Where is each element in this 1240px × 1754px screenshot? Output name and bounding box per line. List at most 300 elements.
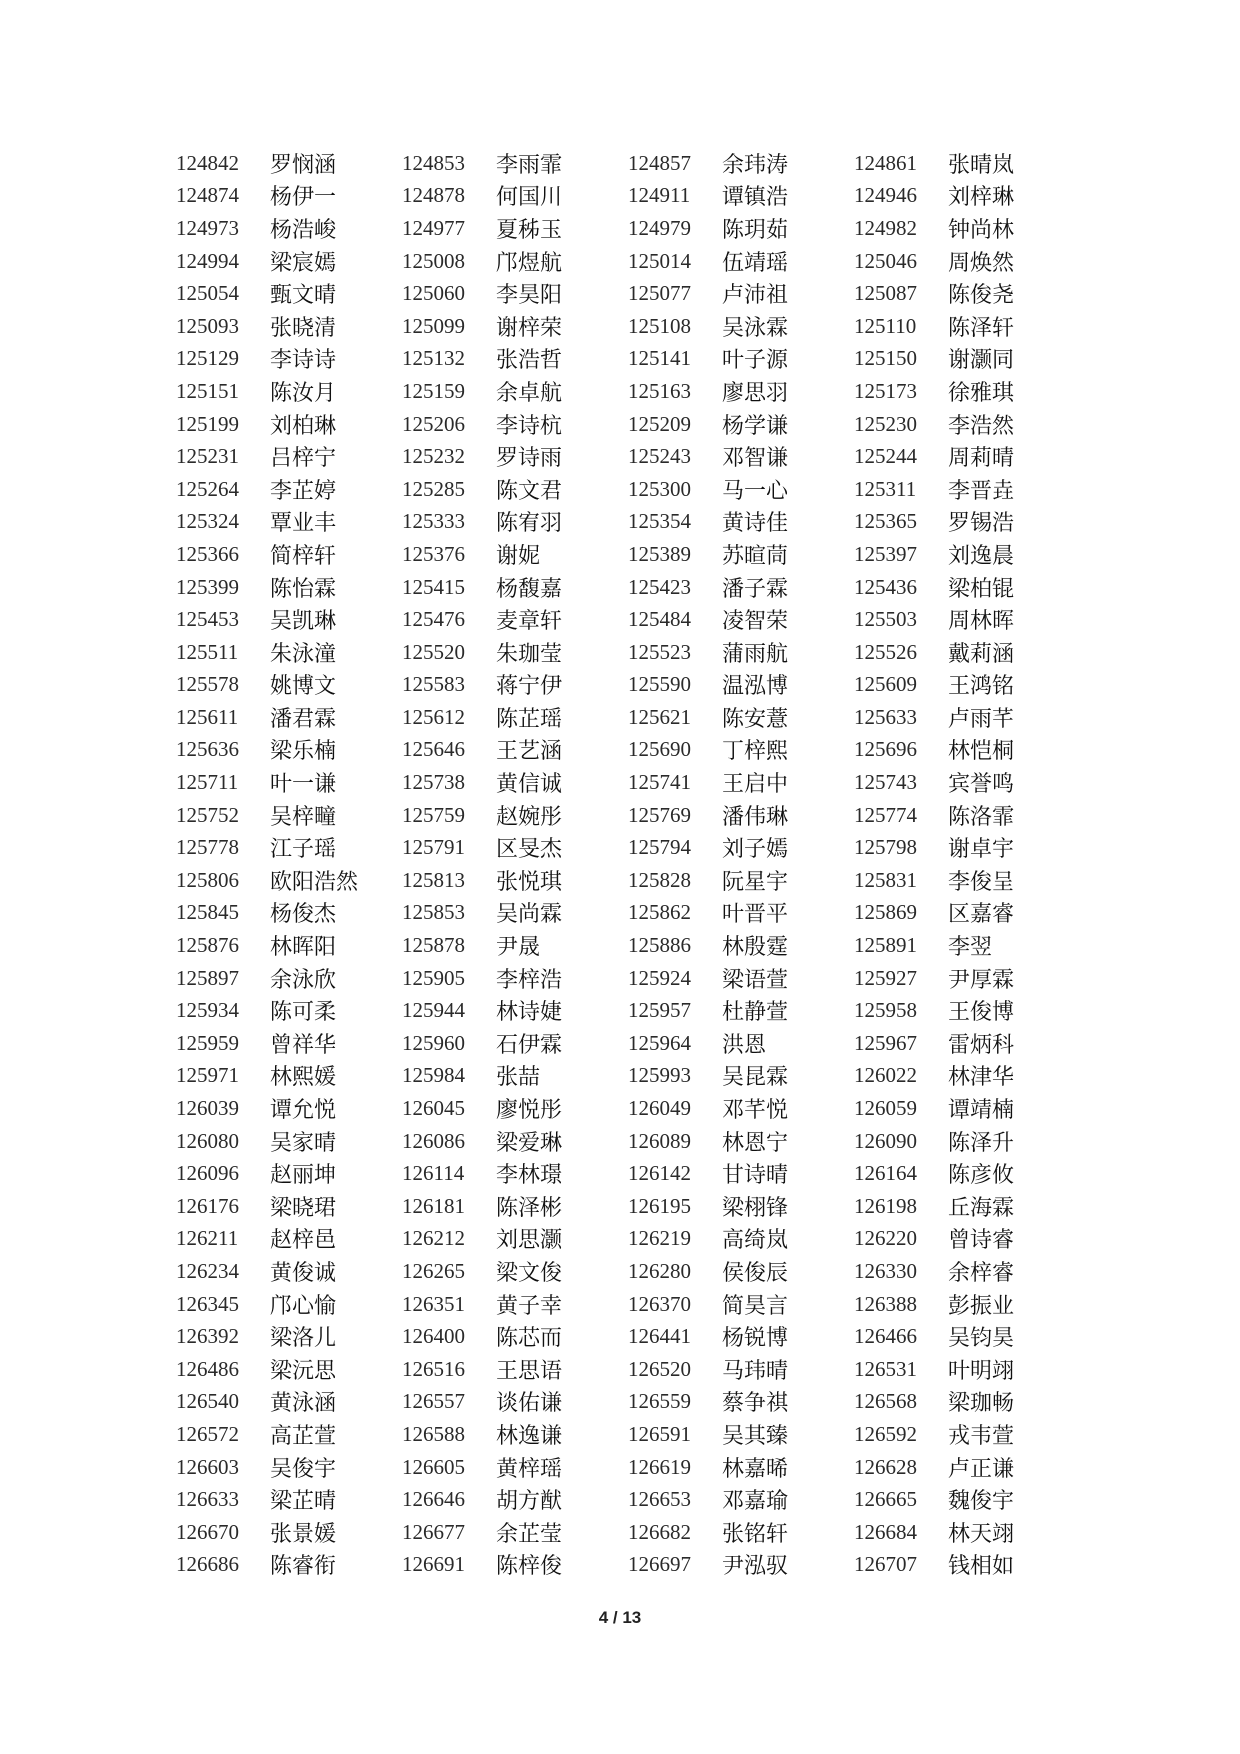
student-name: 吴泳霖 — [722, 315, 789, 341]
student-id: 124979 — [628, 215, 691, 240]
roster-entry — [176, 1549, 402, 1580]
student-id: 125264 — [176, 476, 239, 501]
roster-row — [176, 1516, 1036, 1549]
student-id: 125778 — [176, 835, 239, 860]
roster-entry — [402, 865, 628, 896]
roster-row — [176, 636, 1036, 669]
student-id: 125231 — [176, 444, 239, 469]
student-name: 吴俊宇 — [270, 1456, 337, 1482]
roster-entry — [176, 1354, 402, 1385]
student-name: 潘伟琳 — [722, 804, 789, 830]
student-id: 124874 — [176, 183, 239, 208]
roster-entry — [628, 930, 854, 961]
student-name: 谭靖楠 — [948, 1098, 1015, 1124]
student-id: 126531 — [854, 1356, 917, 1381]
student-id: 126388 — [854, 1291, 917, 1316]
roster-entry — [628, 1191, 854, 1222]
student-id: 125244 — [854, 444, 917, 469]
student-name: 张喆 — [496, 1065, 541, 1091]
roster-entry — [176, 506, 402, 537]
roster-entry — [402, 441, 628, 472]
roster-entry — [628, 1386, 854, 1417]
student-name: 蒋宁伊 — [496, 674, 563, 700]
roster-entry — [402, 1028, 628, 1059]
roster-entry — [628, 637, 854, 668]
roster-entry — [854, 180, 1036, 211]
roster-row — [176, 1549, 1036, 1582]
roster-entry — [854, 1321, 1036, 1352]
roster-entry — [854, 669, 1036, 700]
roster-entry — [628, 1549, 854, 1580]
student-id: 125944 — [402, 998, 465, 1023]
student-name: 雷炳科 — [948, 1032, 1015, 1058]
student-id: 125609 — [854, 672, 917, 697]
roster-entry — [176, 1093, 402, 1124]
student-name: 陈泽升 — [948, 1130, 1015, 1156]
student-id: 125967 — [854, 1030, 917, 1055]
student-name: 余泳欣 — [270, 967, 337, 993]
student-id: 126619 — [628, 1454, 691, 1479]
student-name: 夏秭玉 — [496, 217, 563, 243]
student-name: 邓芊悦 — [722, 1098, 789, 1124]
roster-entry — [628, 180, 854, 211]
student-id: 126022 — [854, 1063, 917, 1088]
student-name: 廖思羽 — [722, 380, 789, 406]
student-id: 126059 — [854, 1096, 917, 1121]
student-id: 126633 — [176, 1487, 239, 1512]
student-name: 简梓轩 — [270, 543, 337, 569]
roster-row — [176, 310, 1036, 343]
roster-entry — [176, 865, 402, 896]
roster-entry — [628, 767, 854, 798]
student-id: 125633 — [854, 704, 917, 729]
roster-entry — [402, 148, 628, 179]
roster-entry — [854, 572, 1036, 603]
roster-entry — [628, 1452, 854, 1483]
student-id: 125958 — [854, 998, 917, 1023]
roster-entry — [402, 1256, 628, 1287]
roster-entry — [628, 572, 854, 603]
student-name: 江子瑶 — [270, 837, 337, 863]
roster-entry — [176, 1452, 402, 1483]
student-id: 125285 — [402, 476, 465, 501]
student-id: 125110 — [854, 313, 917, 338]
student-id: 126466 — [854, 1324, 917, 1349]
roster-entry — [402, 572, 628, 603]
student-id: 125862 — [628, 900, 691, 925]
roster-entry — [854, 1191, 1036, 1222]
roster-entry — [402, 800, 628, 831]
student-name: 尹晟 — [496, 935, 541, 961]
student-id: 125173 — [854, 378, 917, 403]
roster-entry — [176, 1223, 402, 1254]
student-name: 王艺涵 — [496, 739, 563, 765]
student-id: 126603 — [176, 1454, 239, 1479]
student-id: 125806 — [176, 867, 239, 892]
student-id: 126557 — [402, 1389, 465, 1414]
roster-entry — [628, 506, 854, 537]
student-name: 叶一谦 — [270, 772, 337, 798]
student-id: 125159 — [402, 378, 465, 403]
roster-entry — [628, 474, 854, 505]
roster-entry — [628, 409, 854, 440]
student-name: 林津华 — [948, 1065, 1015, 1091]
student-id: 125099 — [402, 313, 465, 338]
student-id: 125423 — [628, 574, 691, 599]
student-id: 126234 — [176, 1258, 239, 1283]
student-name: 吴家晴 — [270, 1130, 337, 1156]
student-name: 刘思灏 — [496, 1228, 563, 1254]
roster-entry — [402, 376, 628, 407]
roster-entry — [176, 474, 402, 505]
roster-entry — [628, 604, 854, 635]
roster-row — [176, 603, 1036, 636]
student-id: 126691 — [402, 1552, 465, 1577]
student-id: 126486 — [176, 1356, 239, 1381]
student-id: 125476 — [402, 607, 465, 632]
student-id: 125399 — [176, 574, 239, 599]
student-id: 125230 — [854, 411, 917, 436]
student-name: 徐雅琪 — [948, 380, 1015, 406]
student-name: 陈安薏 — [722, 706, 789, 732]
student-name: 王鸿铭 — [948, 674, 1015, 700]
student-id: 125794 — [628, 835, 691, 860]
student-name: 吴凯琳 — [270, 609, 337, 635]
roster-entry — [176, 1484, 402, 1515]
roster-row — [176, 506, 1036, 539]
student-id: 125886 — [628, 933, 691, 958]
roster-entry — [854, 376, 1036, 407]
roster-entry — [854, 637, 1036, 668]
student-name: 吴梓疃 — [270, 804, 337, 830]
student-id: 124973 — [176, 215, 239, 240]
roster-entry — [402, 539, 628, 570]
student-id: 126080 — [176, 1128, 239, 1153]
roster-row — [176, 1386, 1036, 1419]
roster-entry — [628, 1223, 854, 1254]
student-name: 梁乐楠 — [270, 739, 337, 765]
roster-row — [176, 375, 1036, 408]
student-name: 陈泽彬 — [496, 1195, 563, 1221]
roster-entry — [402, 1060, 628, 1091]
student-id: 125813 — [402, 867, 465, 892]
student-name: 陈彦攸 — [948, 1163, 1015, 1189]
student-name: 陈怡霖 — [270, 576, 337, 602]
student-name: 卢雨芊 — [948, 706, 1015, 732]
student-id: 126195 — [628, 1193, 691, 1218]
roster-entry — [402, 702, 628, 733]
student-name: 周林晖 — [948, 609, 1015, 635]
roster-row — [176, 571, 1036, 604]
student-name: 罗悯涵 — [270, 152, 337, 178]
roster-row — [176, 734, 1036, 767]
student-name: 谭允悦 — [270, 1098, 337, 1124]
roster-entry — [854, 1289, 1036, 1320]
student-name: 张铭轩 — [722, 1521, 789, 1547]
student-id: 125453 — [176, 607, 239, 632]
roster-entry — [402, 1126, 628, 1157]
student-id: 125696 — [854, 737, 917, 762]
student-id: 124878 — [402, 183, 465, 208]
roster-entry — [854, 1223, 1036, 1254]
student-id: 126176 — [176, 1193, 239, 1218]
student-name: 曾祥华 — [270, 1032, 337, 1058]
student-name: 李林璟 — [496, 1163, 563, 1189]
roster-entry — [402, 180, 628, 211]
student-name: 赵梓邑 — [270, 1228, 337, 1254]
roster-entry — [628, 343, 854, 374]
roster-entry — [176, 1158, 402, 1189]
student-id: 126330 — [854, 1258, 917, 1283]
roster-entry — [176, 800, 402, 831]
student-name: 钟尚林 — [948, 217, 1015, 243]
roster-entry — [854, 963, 1036, 994]
roster-entry — [854, 474, 1036, 505]
roster-entry — [402, 669, 628, 700]
student-name: 黄子幸 — [496, 1293, 563, 1319]
roster-entry — [402, 832, 628, 863]
roster-entry — [854, 1060, 1036, 1091]
student-id: 125828 — [628, 867, 691, 892]
student-id: 125583 — [402, 672, 465, 697]
student-id: 125311 — [854, 476, 917, 501]
student-id: 126198 — [854, 1193, 917, 1218]
roster-entry — [628, 897, 854, 928]
student-id: 125876 — [176, 933, 239, 958]
roster-entry — [854, 148, 1036, 179]
student-id: 124911 — [628, 183, 691, 208]
student-id: 126591 — [628, 1421, 691, 1446]
roster-row — [176, 245, 1036, 278]
student-id: 125891 — [854, 933, 917, 958]
student-name: 潘君霖 — [270, 706, 337, 732]
roster-row — [176, 343, 1036, 376]
student-id: 124842 — [176, 150, 239, 175]
student-name: 赵婉彤 — [496, 804, 563, 830]
student-name: 余卓航 — [496, 380, 563, 406]
roster-row — [176, 701, 1036, 734]
student-id: 124994 — [176, 248, 239, 273]
student-name: 梁语萱 — [722, 967, 789, 993]
roster-entry — [628, 1158, 854, 1189]
student-id: 125150 — [854, 346, 917, 371]
roster-row — [176, 864, 1036, 897]
student-name: 李芷婷 — [270, 478, 337, 504]
student-id: 125060 — [402, 281, 465, 306]
roster-entry — [854, 246, 1036, 277]
student-name: 王思语 — [496, 1358, 563, 1384]
roster-row — [176, 1288, 1036, 1321]
student-name: 邝煜航 — [496, 250, 563, 276]
student-id: 126265 — [402, 1258, 465, 1283]
student-id: 125831 — [854, 867, 917, 892]
student-id: 126628 — [854, 1454, 917, 1479]
student-id: 125014 — [628, 248, 691, 273]
student-name: 林嘉晞 — [722, 1456, 789, 1482]
student-name: 姚博文 — [270, 674, 337, 700]
student-id: 126653 — [628, 1487, 691, 1512]
student-name: 杨浩峻 — [270, 217, 337, 243]
roster-entry — [402, 506, 628, 537]
student-id: 125621 — [628, 704, 691, 729]
student-name: 丘海霖 — [948, 1195, 1015, 1221]
student-name: 曾诗睿 — [948, 1228, 1015, 1254]
student-id: 126114 — [402, 1161, 465, 1186]
student-name: 潘子霖 — [722, 576, 789, 602]
roster-entry — [854, 734, 1036, 765]
student-id: 126220 — [854, 1226, 917, 1251]
student-name: 林逸谦 — [496, 1423, 563, 1449]
student-name: 李晋垚 — [948, 478, 1015, 504]
roster-row — [176, 408, 1036, 441]
roster-entry — [176, 604, 402, 635]
roster-row — [176, 1255, 1036, 1288]
student-name: 谭镇浩 — [722, 185, 789, 211]
student-name: 洪恩 — [722, 1032, 767, 1058]
roster-entry — [402, 897, 628, 928]
student-name: 宾誉鸣 — [948, 772, 1015, 798]
roster-entry — [854, 1484, 1036, 1515]
roster-entry — [402, 767, 628, 798]
roster-entry — [402, 1321, 628, 1352]
student-id: 125520 — [402, 639, 465, 664]
student-id: 126682 — [628, 1519, 691, 1544]
student-name: 高绮岚 — [722, 1228, 789, 1254]
roster-entry — [176, 930, 402, 961]
student-id: 125376 — [402, 541, 465, 566]
student-id: 126605 — [402, 1454, 465, 1479]
student-id: 126049 — [628, 1096, 691, 1121]
roster-row — [176, 1190, 1036, 1223]
student-name: 林熙媛 — [270, 1065, 337, 1091]
roster-entry — [176, 148, 402, 179]
student-id: 126516 — [402, 1356, 465, 1381]
roster-entry — [402, 246, 628, 277]
roster-entry — [628, 246, 854, 277]
student-id: 126540 — [176, 1389, 239, 1414]
student-name: 余梓睿 — [948, 1260, 1015, 1286]
roster-entry — [402, 1158, 628, 1189]
student-id: 126096 — [176, 1161, 239, 1186]
student-name: 马玮晴 — [722, 1358, 789, 1384]
roster-entry — [628, 1517, 854, 1548]
student-id: 124861 — [854, 150, 917, 175]
roster-entry — [628, 441, 854, 472]
roster-entry — [402, 963, 628, 994]
roster-entry — [628, 1126, 854, 1157]
roster-row — [176, 766, 1036, 799]
roster-entry — [628, 800, 854, 831]
student-name: 蔡争祺 — [722, 1391, 789, 1417]
roster-entry — [854, 1354, 1036, 1385]
student-id: 125503 — [854, 607, 917, 632]
roster-entry — [402, 278, 628, 309]
roster-entry — [176, 343, 402, 374]
roster-entry — [854, 1549, 1036, 1580]
student-name: 区嘉睿 — [948, 902, 1015, 928]
roster-row — [176, 929, 1036, 962]
roster-row — [176, 1320, 1036, 1353]
student-name: 黄俊诚 — [270, 1260, 337, 1286]
roster-table — [176, 147, 1036, 1581]
student-name: 马一心 — [722, 478, 789, 504]
roster-entry — [628, 1060, 854, 1091]
roster-row — [176, 1483, 1036, 1516]
student-id: 125798 — [854, 835, 917, 860]
student-id: 125354 — [628, 509, 691, 534]
student-name: 李诗诗 — [270, 348, 337, 374]
roster-entry — [854, 865, 1036, 896]
student-name: 陈泽轩 — [948, 315, 1015, 341]
student-name: 周莉晴 — [948, 446, 1015, 472]
student-name: 杜静萱 — [722, 1000, 789, 1026]
student-id: 126351 — [402, 1291, 465, 1316]
student-id: 126219 — [628, 1226, 691, 1251]
student-id: 126568 — [854, 1389, 917, 1414]
student-id: 125957 — [628, 998, 691, 1023]
roster-entry — [628, 278, 854, 309]
roster-row — [176, 1092, 1036, 1125]
student-name: 陈俊尧 — [948, 283, 1015, 309]
roster-entry — [628, 832, 854, 863]
student-name: 钱相如 — [948, 1554, 1015, 1580]
student-id: 126370 — [628, 1291, 691, 1316]
roster-entry — [402, 1517, 628, 1548]
roster-entry — [176, 1321, 402, 1352]
student-id: 125927 — [854, 965, 917, 990]
student-name: 戴莉涵 — [948, 641, 1015, 667]
student-name: 叶晋平 — [722, 902, 789, 928]
roster-entry — [402, 604, 628, 635]
student-id: 125993 — [628, 1063, 691, 1088]
student-id: 125774 — [854, 802, 917, 827]
student-id: 125769 — [628, 802, 691, 827]
student-name: 侯俊辰 — [722, 1260, 789, 1286]
student-name: 谢梓荣 — [496, 315, 563, 341]
student-name: 梁珈畅 — [948, 1391, 1015, 1417]
roster-row — [176, 994, 1036, 1027]
student-name: 谢卓宇 — [948, 837, 1015, 863]
roster-entry — [854, 995, 1036, 1026]
student-name: 叶明翊 — [948, 1358, 1015, 1384]
student-name: 陈宥羽 — [496, 511, 563, 537]
student-id: 125163 — [628, 378, 691, 403]
roster-row — [176, 147, 1036, 180]
student-name: 魏俊宇 — [948, 1489, 1015, 1515]
student-id: 125590 — [628, 672, 691, 697]
roster-entry — [628, 539, 854, 570]
student-name: 黄梓瑶 — [496, 1456, 563, 1482]
student-name: 李诗杭 — [496, 413, 563, 439]
student-id: 126212 — [402, 1226, 465, 1251]
student-name: 石伊霖 — [496, 1032, 563, 1058]
roster-entry — [854, 930, 1036, 961]
student-id: 124857 — [628, 150, 691, 175]
student-name: 林殷霆 — [722, 935, 789, 961]
student-id: 126181 — [402, 1193, 465, 1218]
student-id: 126164 — [854, 1161, 917, 1186]
roster-entry — [402, 1549, 628, 1580]
roster-row — [176, 962, 1036, 995]
roster-row — [176, 180, 1036, 213]
roster-entry — [854, 1419, 1036, 1450]
student-name: 高芷萱 — [270, 1423, 337, 1449]
roster-entry — [176, 213, 402, 244]
roster-entry — [628, 669, 854, 700]
student-name: 梁晓珺 — [270, 1195, 337, 1221]
roster-entry — [628, 213, 854, 244]
student-name: 吴钧昊 — [948, 1326, 1015, 1352]
